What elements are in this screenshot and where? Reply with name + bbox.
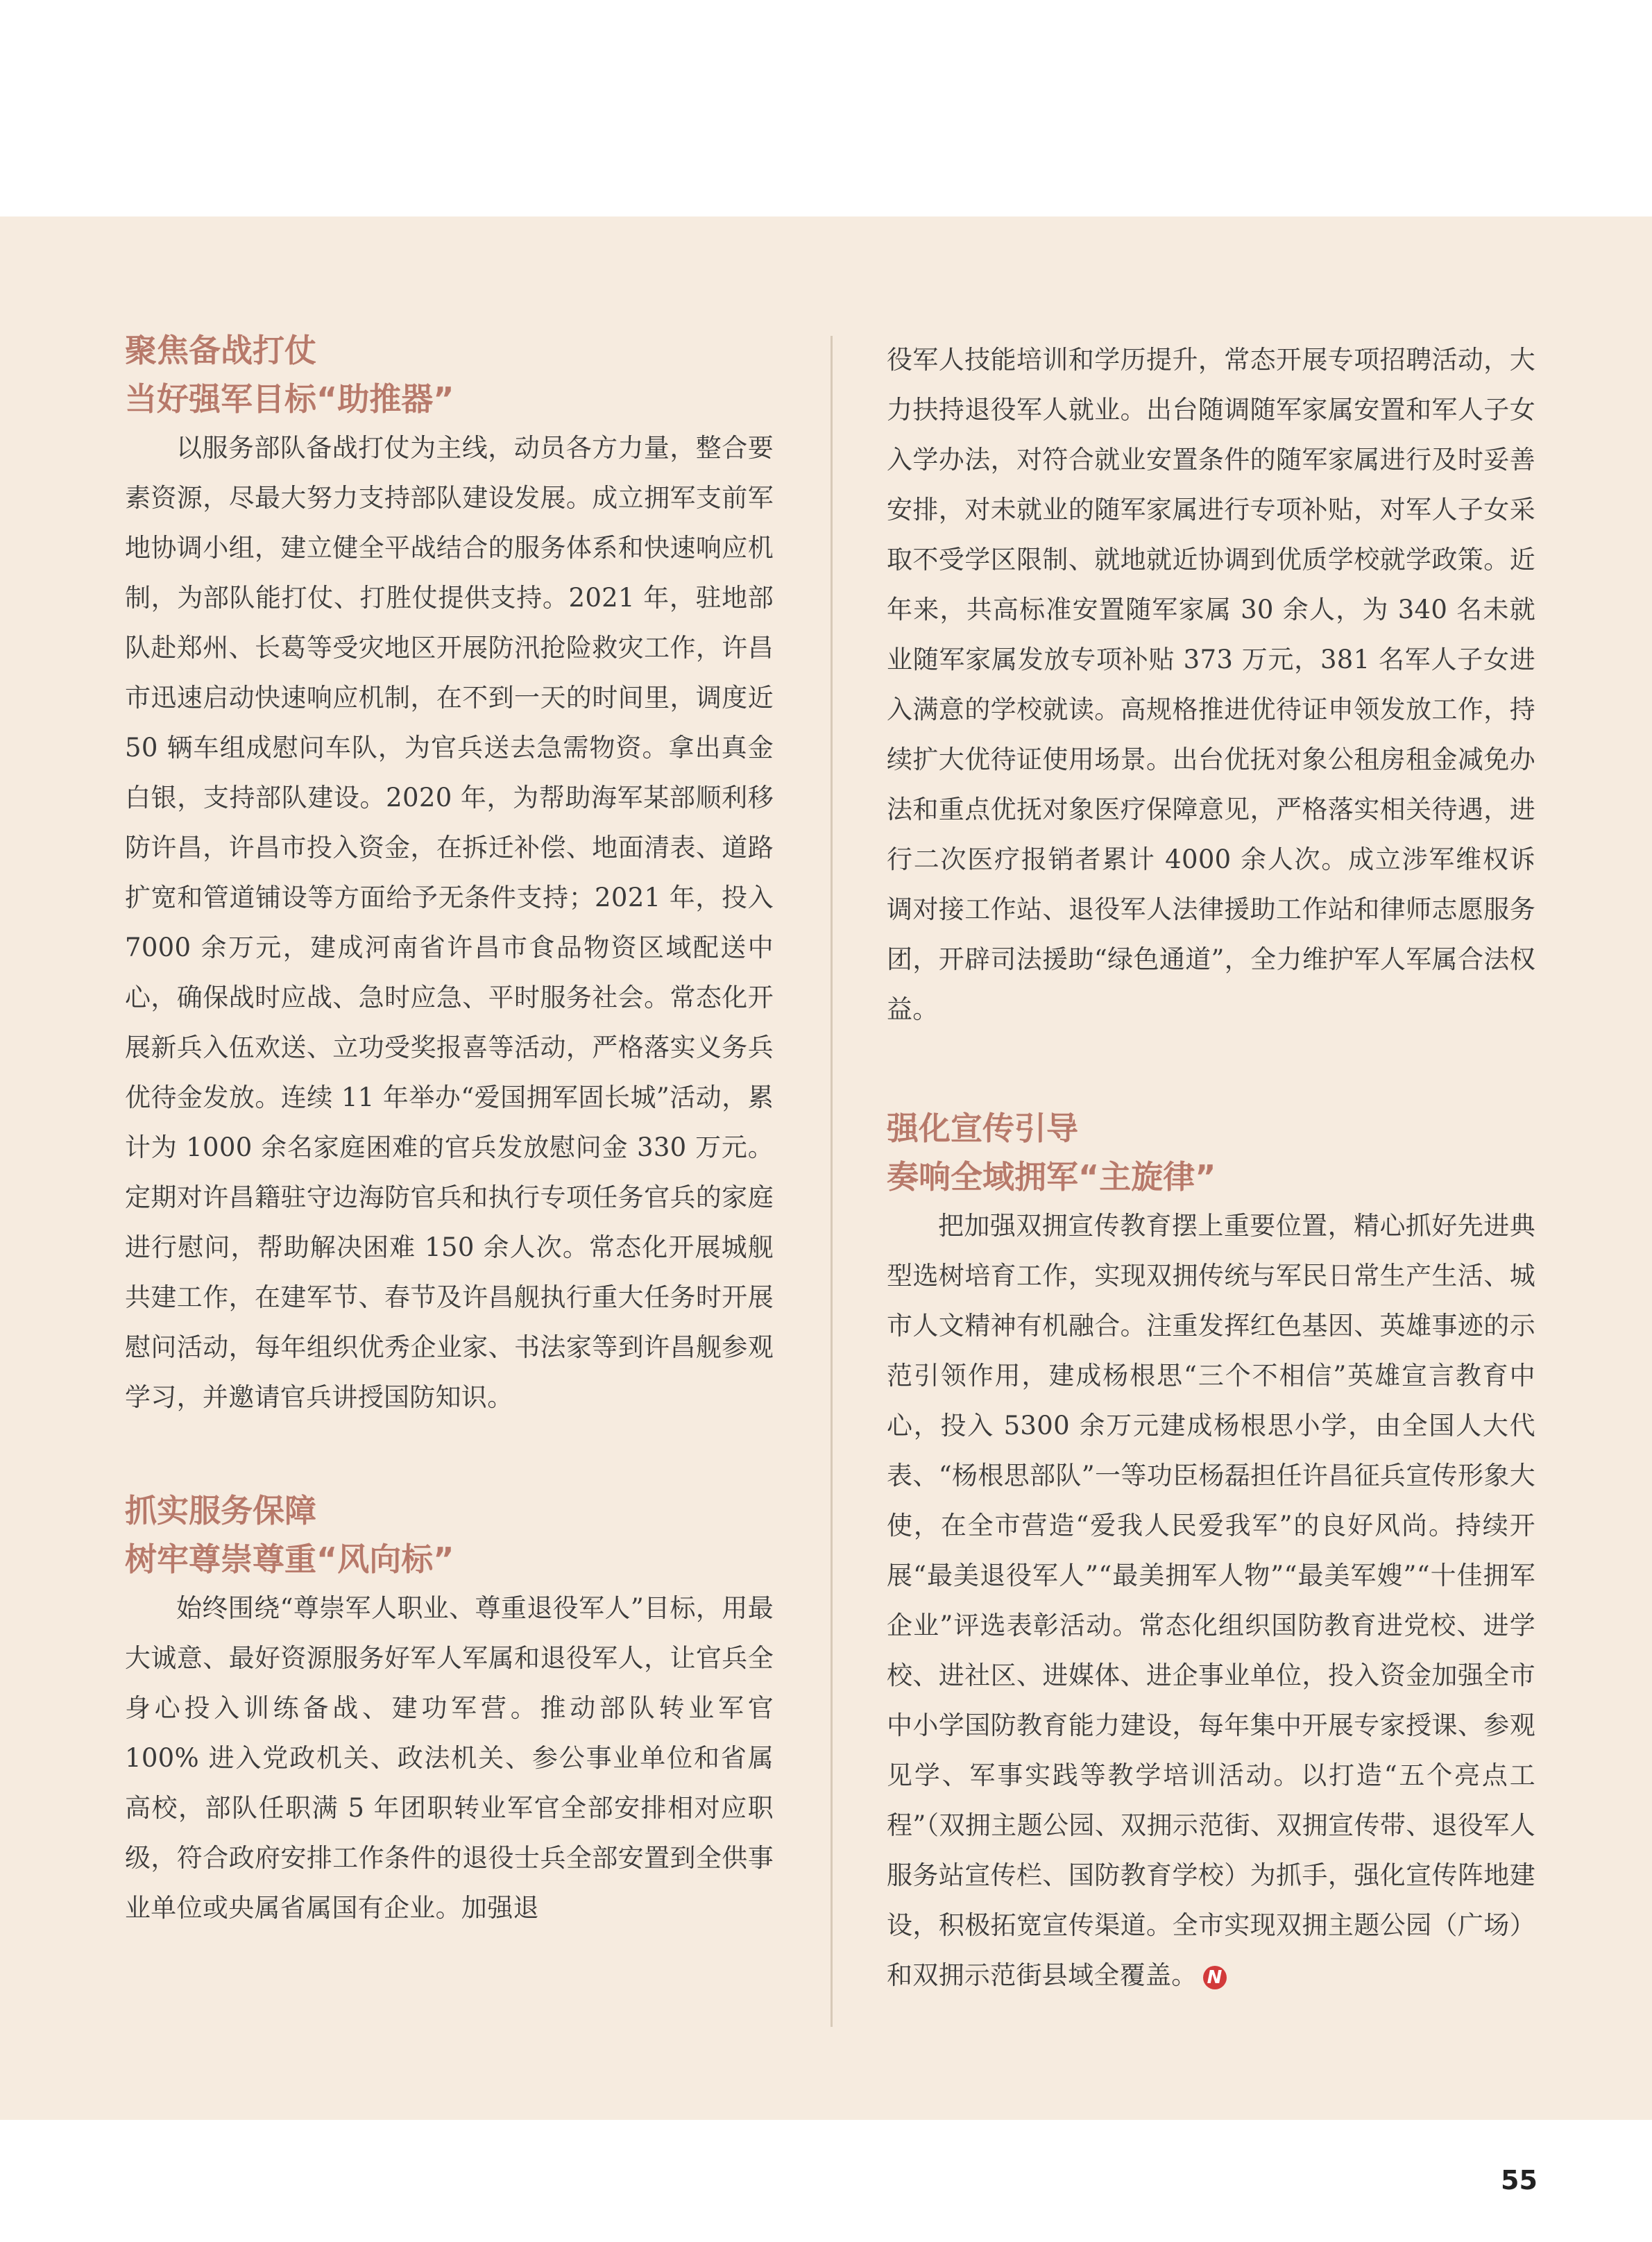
- section-1-body: 以服务部队备战打仗为主线，动员各方力量，整合要素资源，尽最大努力支持部队建设发展。成立拥军支前军地协调小组，建立健全平战结合的服务体系和快速响应机制，为部队能打仗、打胜仗提供支持。2021 年，驻地部队赴郑州、长葛等受灾地区开展防汛抢险救灾工作，许昌市迅速启动快速响应机制，在不到一天的时间里，调度近 50 辆车组成慰问车队，为官兵送去急需物资。拿出真金白银，支持部队建设。2020 年，为帮助海军某部顺利移防许昌，许昌市投入资金，在拆迁补偿、地面清表、道路扩宽和管道铺设等方面给予无条件支持；2021 年，投入 7000 余万元，建成河南省许昌市食品物资区域配送中心，确保战时应战、急时应急、平时服务社会。常态化开展新兵入伍欢送、立功受奖报喜等活动，严格落实义务兵优待金发放。连续 11 年举办“爱国拥军固长城”活动，累计为 1000 余名家庭困难的官兵发放慰问金 330 万元。定期对许昌籍驻守边海防官兵和执行专项任务官兵的家庭进行慰问，帮助解决困难 150 余人次。常态化开展城舰共建工作，在建军节、春节及许昌舰执行重大任务时开展慰问活动，每年组织优秀企业家、书法家等到许昌舰参观学习，并邀请官兵讲授国防知识。: [125, 433, 774, 1412]
- section-2-body-left: 始终围绕“尊崇军人职业、尊重退役军人”目标，用最大诚意、最好资源服务好军人军属和退役军人，让官兵全身心投入训练备战、建功军营。推动部队转业军官 100% 进入党政机关、政法机关、参公事业单位和省属高校，部队任职满 5 年团职转业军官全部安排相对应职级，符合政府安排工作条件的退役士兵全部安置到全供事业单位或央属省属国有企业。加强退: [125, 1593, 774, 1923]
- section-gap: [125, 1423, 774, 1486]
- end-mark-icon: N: [1203, 1966, 1227, 1989]
- section-3-body: [887, 1201, 1535, 2001]
- right-column: [887, 335, 1535, 2001]
- section-1-title-line1: 聚焦备战打仗: [125, 332, 316, 369]
- section-3-title-line1: 强化宣传引导: [887, 1110, 1078, 1147]
- section-3-title: [887, 1104, 1535, 1201]
- section-2-title-line1: 抓实服务保障: [125, 1492, 316, 1529]
- section-gap: [887, 1035, 1535, 1104]
- column-divider: [831, 336, 833, 2027]
- page-number: 55: [1501, 2165, 1538, 2196]
- section-3-title-line2: 奏响全域拥军“主旋律”: [887, 1158, 1216, 1196]
- section-2-title-line2: 树牢尊崇尊重“风向标”: [125, 1540, 454, 1578]
- section-1-title-line2: 当好强军目标“助推器”: [125, 380, 454, 418]
- section-1-title: [125, 326, 774, 423]
- section-2-body-right: 役军人技能培训和学历提升，常态开展专项招聘活动，大力扶持退役军人就业。出台随调随军家属安置和军人子女入学办法，对符合就业安置条件的随军家属进行及时妥善安排，对未就业的随军家属进行专项补贴，对军人子女采取不受学区限制、就地就近协调到优质学校就学政策。近年来，共高标准安置随军家属 30 余人，为 340 名未就业随军家属发放专项补贴 373 万元，381 名军人子女进入满意的学校就读。高规格推进优待证申领发放工作，持续扩大优待证使用场景。出台优抚对象公租房租金减免办法和重点优抚对象医疗保障意见，严格落实相关待遇，进行二次医疗报销者累计 4000 余人次。成立涉军维权诉调对接工作站、退役军人法律援助工作站和律师志愿服务团，开辟司法援助“绿色通道”，全力维护军人军属合法权益。: [887, 345, 1535, 1024]
- left-column: [125, 326, 774, 1933]
- section-2-title: [125, 1486, 774, 1583]
- section-3-body-text: 把加强双拥宣传教育摆上重要位置，精心抓好先进典型选树培育工作，实现双拥传统与军民日常生产生活、城市人文精神有机融合。注重发挥红色基因、英雄事迹的示范引领作用，建成杨根思“三个不相信”英雄宣言教育中心，投入 5300 余万元建成杨根思小学，由全国人大代表、“杨根思部队”一等功臣杨磊担任许昌征兵宣传形象大使，在全市营造“爱我人民爱我军”的良好风尚。持续开展“最美退役军人”“最美拥军人物”“最美军嫂”“十佳拥军企业”评选表彰活动。常态化组织国防教育进党校、进学校、进社区、进媒体、进企事业单位，投入资金加强全市中小学国防教育能力建设，每年集中开展专家授课、参观见学、军事实践等教学培训活动。以打造“五个亮点工程”（双拥主题公园、双拥示范街、双拥宣传带、退役军人服务站宣传栏、国防教育学校）为抓手，强化宣传阵地建设，积极拓宽宣传渠道。全市实现双拥主题公园（广场）和双拥示范街县域全覆盖。: [887, 1211, 1535, 1990]
